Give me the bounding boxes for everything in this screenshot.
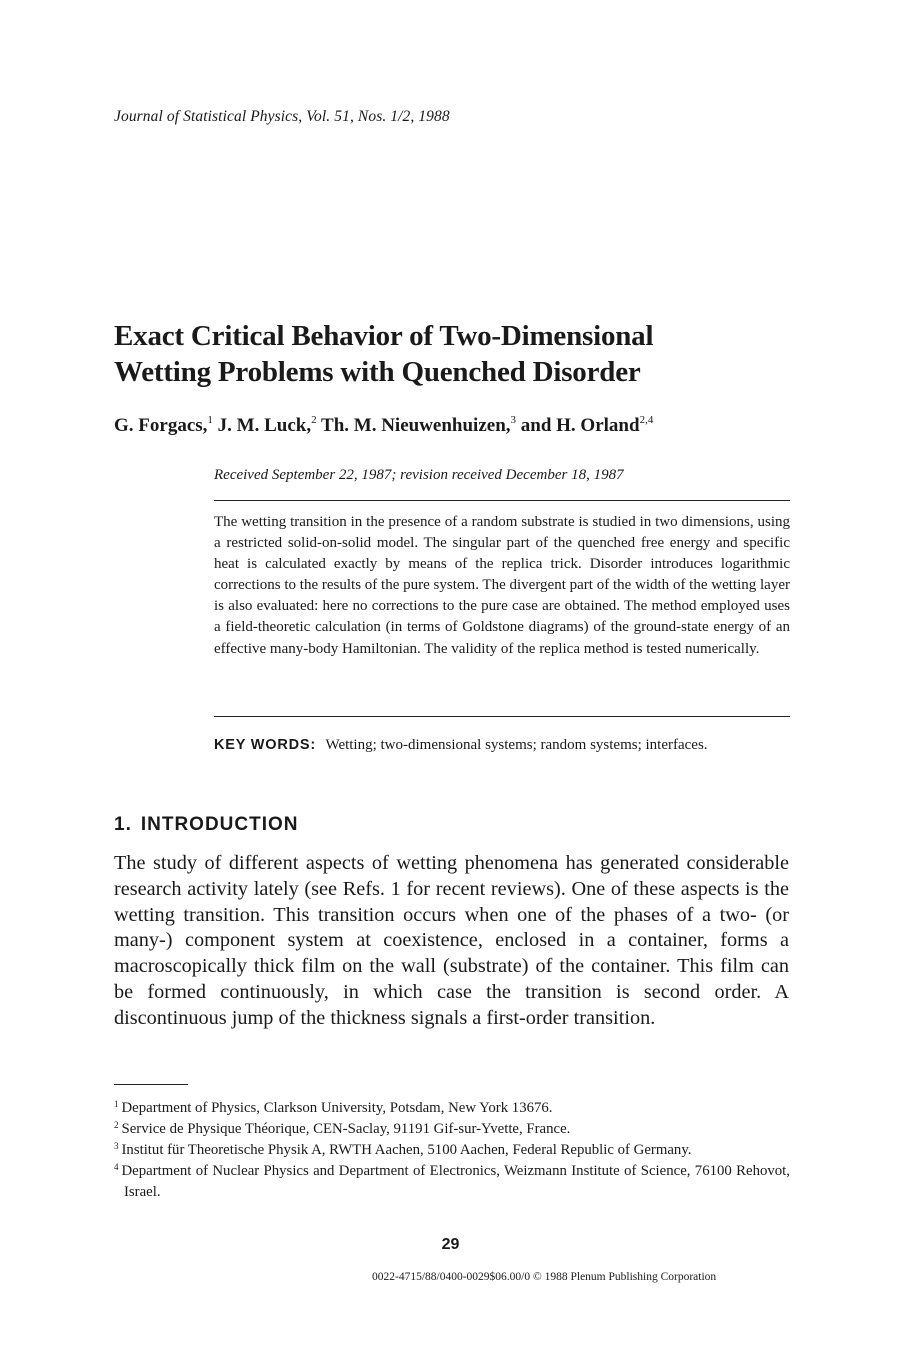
footnote-text: Department of Physics, Clarkson University, Potsdam, New York 13676. — [121, 1100, 553, 1116]
author-name: J. M. Luck, — [217, 415, 312, 436]
page-number: 29 — [441, 1236, 460, 1253]
author-list — [114, 415, 653, 437]
footnote — [114, 1161, 790, 1203]
footnote-text: Institut für Theoretische Physik A, RWTH Aachen, 5100 Aachen, Federal Republic of Germany. — [121, 1142, 692, 1158]
footnote — [114, 1119, 790, 1140]
keywords-text: Wetting; two-dimensional systems; random systems; interfaces. — [325, 737, 708, 753]
paper-title — [114, 318, 814, 390]
title-line-1: Exact Critical Behavior of Two-Dimensional — [114, 320, 654, 352]
footnote — [114, 1140, 790, 1161]
author-name: and H. Orland — [520, 415, 640, 436]
abstract-bottom-rule — [214, 716, 790, 717]
introduction-paragraph: The study of different aspects of wetting phenomena has generated considerable research activity lately (see Refs. 1 for recent reviews). One of these aspects is the wetting transition. This transition occurs when one of the phases of a two- (or many-) component system at coexistence, enclosed in a container, forms a macroscopically thick film on the wall (substrate) of the container. This film can be formed continuously, in which case the transition is second order. A discontinuous jump of the thickness signals a first-order transition. — [114, 852, 789, 1029]
author-affiliation-mark: 1 — [207, 414, 213, 426]
author-affiliation-mark: 2,4 — [639, 414, 654, 426]
footnote-mark: 4 — [114, 1162, 119, 1172]
section-title: INTRODUCTION — [140, 814, 299, 835]
author-name: Th. M. Nieuwenhuizen, — [321, 415, 511, 436]
footnote-mark: 3 — [114, 1141, 119, 1151]
footnote-mark: 2 — [114, 1120, 119, 1130]
footnote — [114, 1098, 790, 1119]
footnote-mark: 1 — [114, 1099, 119, 1109]
title-line-2: Wetting Problems with Quenched Disorder — [114, 356, 641, 388]
keywords-label: KEY WORDS: — [214, 737, 316, 753]
footnote-rule — [114, 1084, 188, 1085]
received-dates: Received September 22, 1987; revision received December 18, 1987 — [214, 467, 624, 483]
copyright-line: 0022-4715/88/0400-0029$06.00/0 © 1988 Plenum Publishing Corporation — [372, 1271, 717, 1283]
section-number: 1. — [114, 814, 132, 835]
footnote-text: Department of Nuclear Physics and Department of Electronics, Weizmann Institute of Science, 76100 Rehovot, Israel. — [121, 1163, 790, 1200]
abstract-top-rule — [214, 500, 790, 501]
footnote-text: Service de Physique Théorique, CEN-Saclay, 91191 Gif-sur-Yvette, France. — [121, 1121, 571, 1137]
author-affiliation-mark: 3 — [510, 414, 517, 426]
abstract-text: The wetting transition in the presence of a random substrate is studied in two dimensions, using a restricted solid-on-solid model. The singular part of the quenched free energy and specific heat is calculated exactly by means of the replica trick. Disorder introduces logarithmic corrections to the results of the pure system. The divergent part of the width of the wetting layer is also evaluated: here no corrections to the pure case are obtained. The method employed uses a field-theoretic calculation (in terms of Goldstone diagrams) of the ground-state energy of an effective many-body Hamiltonian. The validity of the replica method is tested numerically. — [214, 514, 790, 657]
keywords — [214, 735, 790, 756]
footnotes — [114, 1098, 790, 1203]
journal-citation: Journal of Statistical Physics, Vol. 51, Nos. 1/2, 1988 — [114, 108, 450, 125]
author-name: G. Forgacs, — [114, 415, 208, 436]
section-heading — [114, 814, 299, 836]
author-affiliation-mark: 2 — [311, 414, 317, 426]
